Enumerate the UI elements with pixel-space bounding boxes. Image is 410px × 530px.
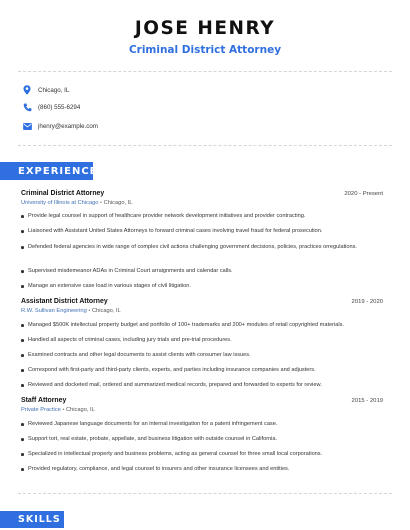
job-entry — [21, 397, 383, 413]
job-employer-line: University of Illinois at Chicago • Chicago, IL — [21, 200, 133, 206]
experience-heading: EXPERIENCE — [0, 162, 93, 180]
resume-header — [0, 18, 410, 57]
phone-icon — [22, 102, 32, 112]
candidate-role: Criminal District Attorney — [128, 44, 282, 56]
job-dates: 2020 - Present — [344, 191, 383, 197]
location-pin-icon — [22, 85, 32, 95]
email-icon — [22, 121, 32, 131]
list-item: Manage an extensive case load in various stages of civil litigation. — [21, 282, 376, 290]
list-item: Defended federal agencies in wide range of complex civil actions challenging government decisions, policies, practices orregulations. — [21, 243, 376, 251]
contact-phone — [22, 101, 80, 113]
candidate-name: JOSE HENRY — [134, 18, 276, 39]
job-title: Assistant District Attorney — [21, 298, 108, 305]
skills-divider — [18, 493, 392, 494]
list-item: Provide legal counsel in support of healthcare provider network development initiatives and provider contracting. — [21, 212, 376, 220]
list-item: Specialized in intellectual property and business problems, acting as general counsel for three small local corporations. — [21, 450, 376, 458]
list-item: Managed $500K intellectual property budget and portfolio of 100+ trademarks and 200+ modules of retail copyrighted materials. — [21, 321, 376, 329]
job-dates: 2019 - 2020 — [351, 299, 383, 305]
list-item: Liaisoned with Assistant United States Attorneys to forward criminal cases involving travel fraud for federal prosecution. — [21, 227, 376, 235]
list-item: Supervised misdemeanor ADAs in Criminal Court arraignments and calendar calls. — [21, 267, 376, 275]
list-item: Examined contracts and other legal documents to assist clients with consumer law issues. — [21, 351, 376, 359]
contact-email — [22, 120, 98, 132]
header-divider — [18, 71, 392, 72]
job-entry — [21, 190, 383, 206]
job-employer: University of Illinois at Chicago — [21, 200, 99, 206]
job-location: Chicago, IL — [91, 308, 121, 314]
list-item: Provided regulatory, compliance, and legal counsel to insurers and other insurance licensees and entities. — [21, 465, 376, 473]
job-title: Criminal District Attorney — [21, 190, 105, 197]
list-item: Reviewed Japanese language documents for an internal investigation for a patent infringement case. — [21, 420, 376, 428]
contact-location — [22, 84, 69, 96]
job-location: Chicago, IL — [66, 407, 95, 413]
list-item: Reviewed and docketed mail, ordered and summarized medical records, prepared and forwarded to experts for review. — [21, 381, 376, 389]
skills-heading: SKILLS — [0, 511, 64, 528]
contact-divider — [18, 145, 392, 146]
phone-text[interactable]: (860) 555-6294 — [38, 103, 81, 111]
job-employer: Private Practice — [21, 407, 61, 413]
location-text: Chicago, IL — [38, 86, 70, 94]
job-employer-line: Private Practice • Chicago, IL — [21, 407, 95, 413]
email-text[interactable]: jhenry@example.com — [38, 122, 98, 130]
list-item: Support tort, real estate, probate, appellate, and business litigation with outside counsel in California. — [21, 435, 376, 443]
job-title: Staff Attorney — [21, 397, 67, 404]
list-item: Correspond with first-party and third-party clients, experts, and parties including insurance companies and adjusters. — [21, 366, 376, 374]
list-item: Handled all aspects of criminal cases, including jury trials and pre-trial procedures. — [21, 336, 376, 344]
job-location: Chicago, IL — [103, 200, 133, 206]
job-dates: 2015 - 2019 — [351, 398, 383, 404]
job-entry — [21, 298, 383, 314]
job-employer-line: R.W. Sullivan Engineering • Chicago, IL — [21, 308, 121, 314]
job-employer: R.W. Sullivan Engineering — [21, 308, 87, 314]
